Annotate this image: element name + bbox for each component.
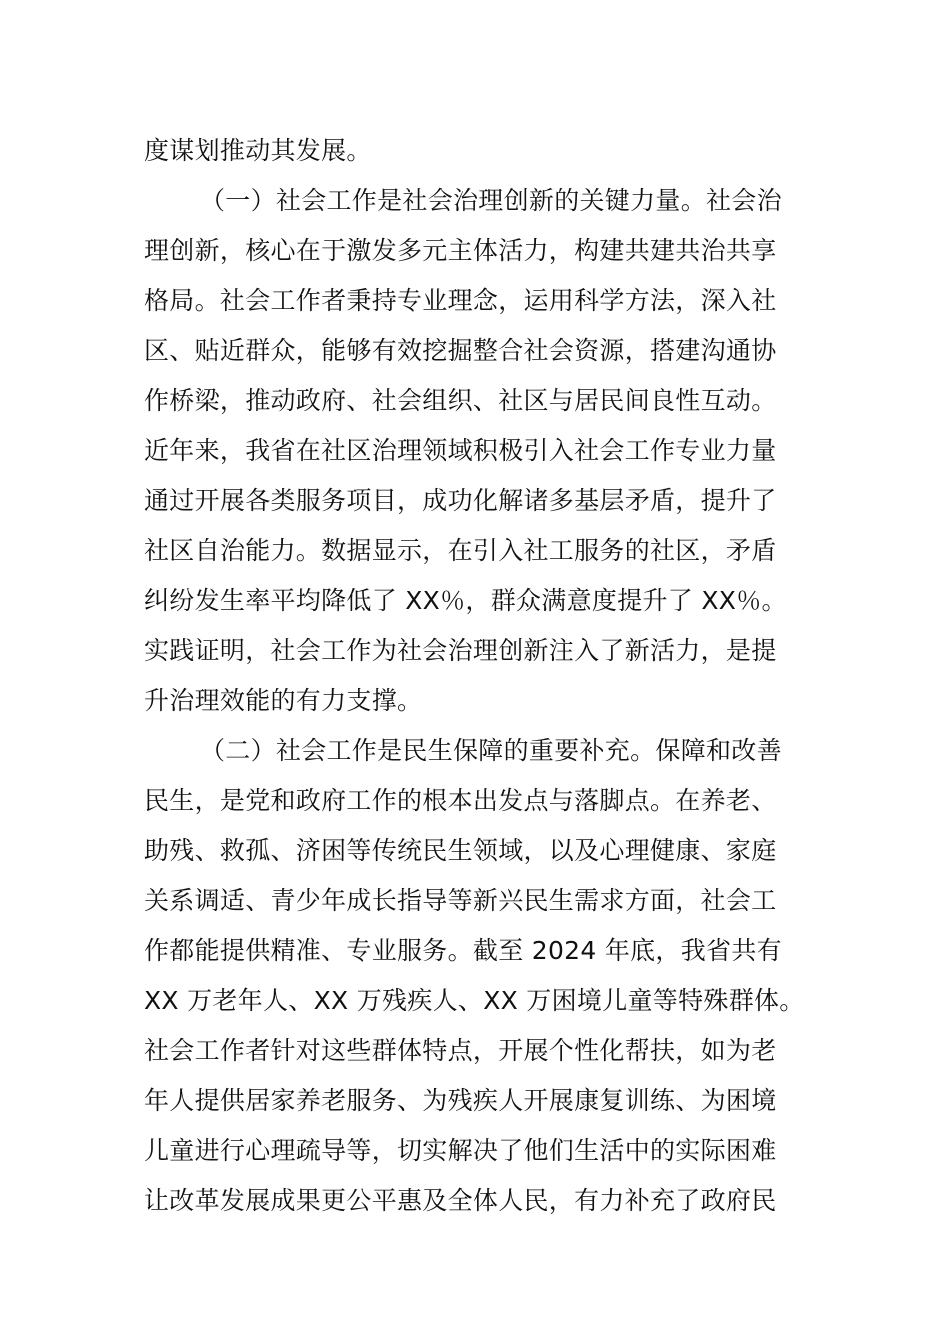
text-line: 格局。社会工作者秉持专业理念，运用科学方法，深入社 [144, 286, 777, 315]
text-line: 升治理效能的有力支撑。 [144, 686, 423, 715]
text-line: 社区自治能力。数据显示，在引入社工服务的社区，矛盾 [144, 536, 777, 565]
text-line: 作桥梁，推动政府、社会组织、社区与居民间良性互动。 [144, 386, 777, 415]
paragraph-heading-1: （一）社会工作是社会治理创新的关键力量。社会治 [200, 186, 782, 215]
text-line: 区、贴近群众，能够有效挖掘整合社会资源，搭建沟通协 [144, 336, 777, 365]
text-line: 近年来，我省在社区治理领域积极引入社会工作专业力量 [144, 436, 777, 465]
text-line: 社会工作者针对这些群体特点，开展个性化帮扶，如为老 [144, 1036, 777, 1065]
text-line: 助残、救孤、济困等传统民生领域，以及心理健康、家庭 [144, 836, 777, 865]
text-line: 儿童进行心理疏导等，切实解决了他们生活中的实际困难 [144, 1136, 777, 1165]
text-line: 民生，是党和政府工作的根本出发点与落脚点。在养老、 [144, 786, 777, 815]
document-body [144, 126, 808, 1226]
text-line: 度谋划推动其发展。 [144, 136, 372, 165]
text-line: 纠纷发生率平均降低了 XX％，群众满意度提升了 XX％。 [144, 586, 787, 615]
text-line: 实践证明，社会工作为社会治理创新注入了新活力，是提 [144, 636, 777, 665]
text-line: 让改革发展成果更公平惠及全体人民，有力补充了政府民 [144, 1186, 777, 1215]
text-line: 关系调适、青少年成长指导等新兴民生需求方面，社会工 [144, 886, 777, 915]
text-line: 作都能提供精准、专业服务。截至 2024 年底，我省共有 [144, 936, 782, 965]
paragraph-heading-2: （二）社会工作是民生保障的重要补充。保障和改善 [200, 736, 782, 765]
text-line: XX 万老年人、XX 万残疾人、XX 万困境儿童等特殊群体。 [144, 986, 805, 1015]
text-line: 通过开展各类服务项目，成功化解诸多基层矛盾，提升了 [144, 486, 777, 515]
text-line: 理创新，核心在于激发多元主体活力，构建共建共治共享 [144, 236, 777, 265]
text-line: 年人提供居家养老服务、为残疾人开展康复训练、为困境 [144, 1086, 777, 1115]
